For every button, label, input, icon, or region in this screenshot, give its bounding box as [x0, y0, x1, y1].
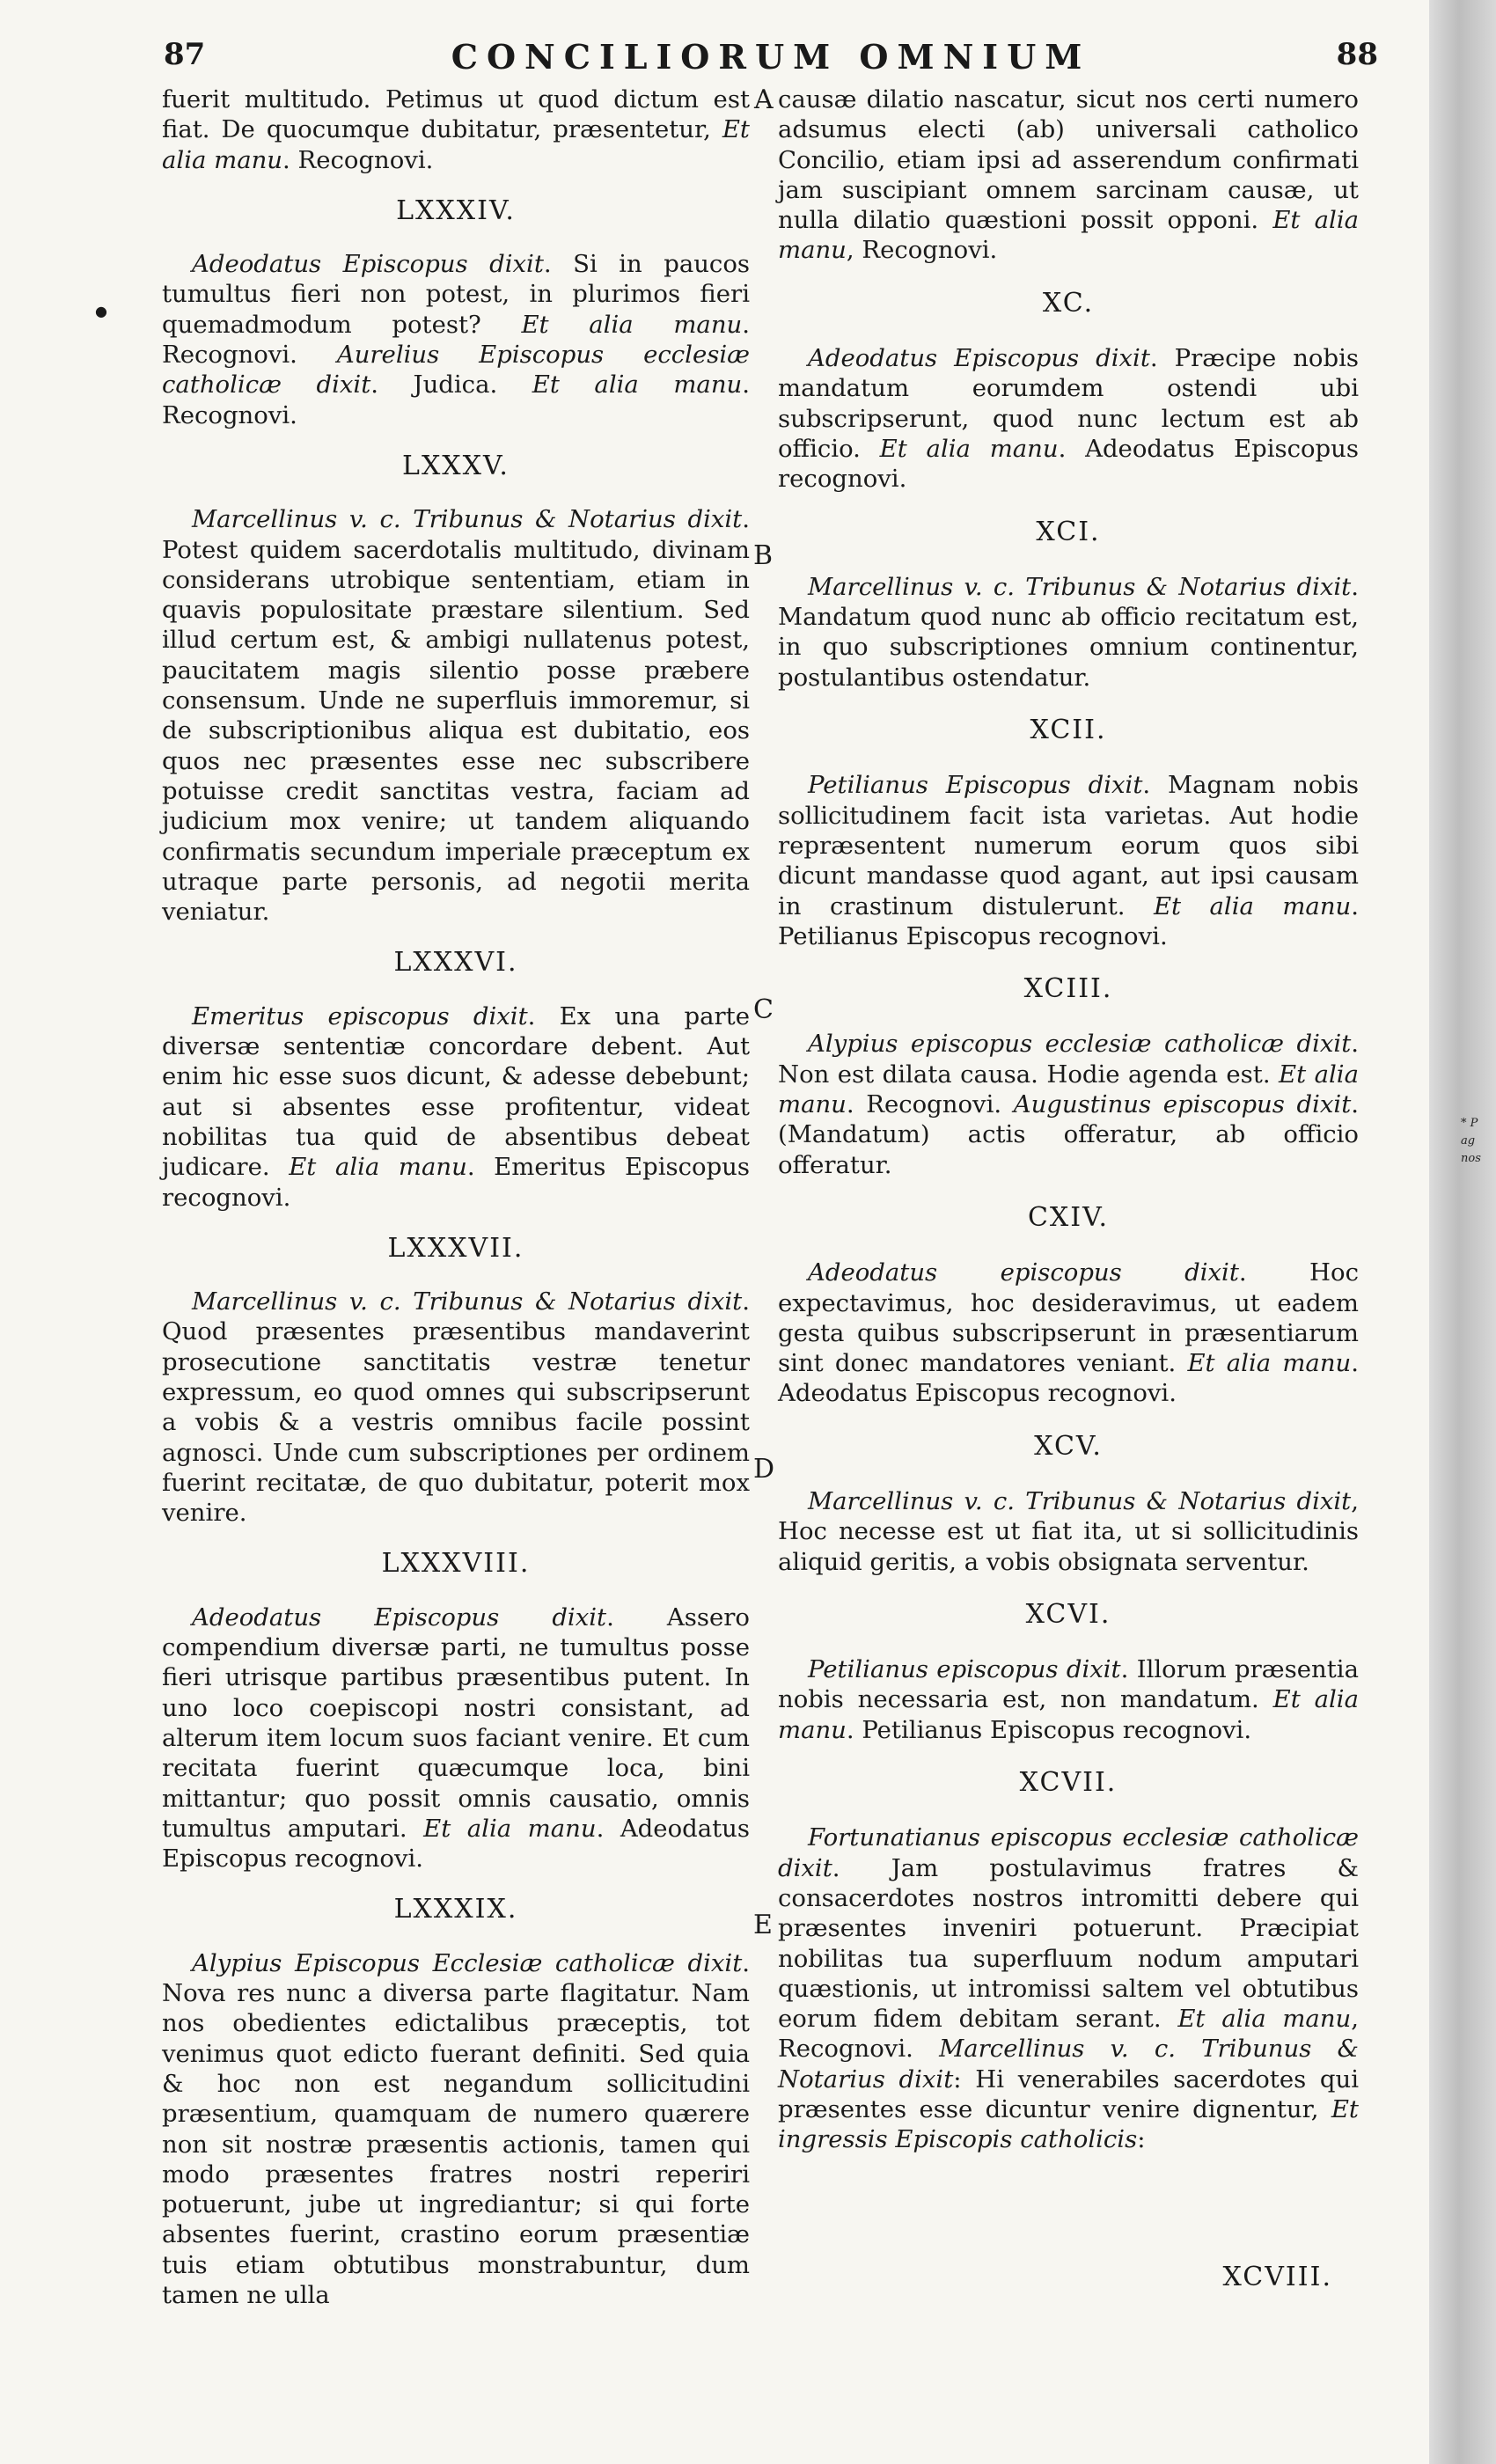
italic-phrase: Alypius episcopus ecclesiæ catholicæ dixit [808, 1030, 1352, 1059]
italic-phrase: Et alia manu [289, 1153, 467, 1182]
text-run: . Non est dilata causa. Hodie agenda est. [778, 1030, 1359, 1089]
italic-phrase: Marcellinus v. c. Tribunus & Notarius dixit [192, 505, 743, 534]
text-run: . Illorum præsentia nobis necessaria est, non mandatum. [778, 1655, 1359, 1714]
italic-phrase: Marcellinus v. c. Tribunus & Notarius dixit [192, 1287, 743, 1316]
text-run: . Hoc expectavimus, hoc desideravimus, ut eadem gesta quibus subscripserunt in præsentiarum sint donec mandatores veniant. [778, 1258, 1359, 1378]
italic-phrase: Marcellinus v. c. Tribunus & Notarius dixit [808, 572, 1352, 601]
text-run: , Recognovi. [846, 236, 998, 265]
italic-phrase: Emeritus episcopus dixit [192, 1001, 528, 1030]
text-run: . Emeritus Episcopus recognovi. [162, 1153, 750, 1212]
text-paragraph [778, 770, 1359, 951]
margin-letter-b: B [753, 540, 774, 571]
text-run: . Recognovi. [162, 370, 750, 429]
text-run: . Jam postulavimus fratres & consacerdotes nostros intromitti debere qui præsentes inveniri potuerunt. Præcipiat nobilitas tua superfluum nodum amputari quæstionis, ut intromissi saltem vel obtutibus eorum fidem debitam serant. [778, 1853, 1359, 2034]
italic-phrase: Marcellinus v. c. Tribunus & Notarius dixit [778, 2035, 1359, 2094]
text-run: . Judica. [370, 370, 532, 400]
section-heading: XCVI. [1025, 1598, 1111, 1630]
margin-letter-e: E [753, 1910, 773, 1940]
italic-phrase: Adeodatus Episcopus dixit [192, 1602, 607, 1632]
margin-letter-d: D [753, 1454, 775, 1485]
text-run: . Mandatum quod nunc ab officio recitatum est, in quo subscriptiones omnium continentur, postulantibus ostendatur. [778, 572, 1359, 692]
text-paragraph [778, 1822, 1359, 2154]
italic-phrase: Et alia manu [778, 1685, 1359, 1744]
section-heading: XCVII. [1019, 1767, 1118, 1799]
italic-phrase: Petilianus Episcopus dixit [808, 771, 1143, 800]
page-number-left: 87 [164, 37, 206, 72]
left-column [162, 84, 750, 2310]
page-edge [1429, 0, 1496, 2464]
right-column [778, 84, 1359, 2155]
text-paragraph [162, 249, 750, 430]
text-paragraph [162, 504, 750, 927]
italic-phrase: Et alia manu [423, 1814, 597, 1843]
italic-phrase: Et ingressis Episcopis catholicis [778, 2095, 1359, 2154]
italic-phrase: Et alia manu [1187, 1349, 1352, 1378]
italic-phrase: Adeodatus Episcopus dixit [808, 344, 1150, 373]
text-paragraph [162, 1948, 750, 2311]
page-number-right: 88 [1336, 37, 1378, 72]
section-heading: LXXXVI. [393, 947, 518, 979]
italic-phrase: Et alia manu [1177, 2005, 1352, 2034]
text-paragraph [162, 1287, 750, 1528]
italic-phrase: Petilianus episcopus dixit [808, 1655, 1121, 1684]
text-run: . Ex una parte diversæ sententiæ concordare debent. Aut enim hic esse suos dicunt, & adesse debebunt; aut si absentes esse profitentur, videat nobilitas tua quid de absentibus debeat judicare. [162, 1001, 750, 1182]
text-paragraph [778, 84, 1359, 266]
italic-phrase: Et alia manu [879, 434, 1059, 463]
text-run: . Recognovi. [282, 145, 434, 174]
italic-phrase: Marcellinus v. c. Tribunus & Notarius dixit [808, 1486, 1352, 1515]
text-run: . Assero compendium diversæ parti, ne tumultus posse fieri utrisque partibus præsentibus putent. In uno loco coepiscopi nostri consistant, ad alterum item locum suos faciant venire. Et cum recitata fuerint quæcumque loca, bini mittantur; quo possit omnis causatio, omnis tumultus amputari. [162, 1602, 750, 1843]
text-run: . Recognovi. [846, 1090, 1014, 1119]
text-paragraph [162, 84, 750, 175]
text-paragraph [778, 1029, 1359, 1179]
section-heading: XCI. [1036, 516, 1101, 547]
margin-letter-a: A [754, 84, 774, 115]
margin-mark: ● [95, 303, 107, 319]
italic-phrase: Et alia manu [778, 1060, 1359, 1119]
text-run: , Recognovi. [778, 2005, 1359, 2064]
italic-phrase: Et alia manu [778, 206, 1360, 265]
text-run: . Potest quidem sacerdotalis multitudo, divinam considerans utrobique sententiam, etiam in quavis populositate præstare silentium. Sed illud certum est, & ambigi nullatenus potest, paucitatem magis silentio posse præbere consensum. Unde ne superfluis immoremur, si de subscriptionibus aliqua est dubitatio, eos quos nec præsentes esse nec subscribere potuisse credit sanctitas vestra, faciam ad judicium mox venire; ut tandem aliquando confirmatis secundum imperiale præceptum ex utraque parte personis, ad negotii merita veniatur. [162, 505, 750, 927]
text-run: . Quod præsentes præsentibus mandaverint prosecutione sanctitatis vestræ tenetur expressum, eo quod omnes qui subscripserunt a vobis & a vestris omnibus facile possint agnosci. Unde cum subscriptiones per ordinem fuerint recitatæ, de quo dubitatur, poterit mox venire. [162, 1287, 750, 1528]
italic-phrase: Fortunatianus episcopus ecclesiæ catholicæ dixit [778, 1823, 1359, 1882]
section-heading: XCII. [1030, 715, 1107, 746]
section-heading: LXXXVIII. [381, 1548, 531, 1580]
text-run: fuerit multitudo. Petimus ut quod dictum est fiat. De quocumque dubitatur, præsentetur, [162, 85, 750, 144]
text-run: : [1137, 2125, 1146, 2154]
section-heading: LXXXV. [402, 450, 510, 481]
italic-phrase: Et alia manu [532, 370, 743, 400]
section-heading: XCV. [1034, 1430, 1103, 1462]
text-run: . Præcipe nobis mandatum eorumdem ostendi ubi subscripserunt, quod nunc lectum est ab officio. [778, 344, 1359, 463]
italic-phrase: Augustinus episcopus dixit [1013, 1090, 1352, 1119]
edge-text-fragment-1: * P [1461, 1117, 1478, 1130]
text-run: . (Mandatum) actis offeratur, ab officio offeratur. [778, 1090, 1359, 1179]
text-run: . Si in paucos tumultus fieri non potest, in plurimos fieri quemadmodum potest? [162, 250, 750, 339]
section-heading: CXIV. [1027, 1201, 1110, 1233]
italic-phrase: Alypius Episcopus Ecclesiæ catholicæ dixit [192, 1948, 743, 1977]
text-paragraph [162, 1001, 750, 1213]
text-run: . Adeodatus Episcopus recognovi. [778, 1349, 1359, 1408]
catchword: XCVIII. [1222, 2262, 1332, 2292]
text-paragraph [778, 1258, 1359, 1408]
text-run: . Petilianus Episcopus recognovi. [778, 891, 1359, 950]
italic-phrase: Adeodatus Episcopus dixit [192, 250, 544, 279]
text-paragraph [778, 343, 1359, 494]
section-heading: LXXXVII. [387, 1232, 524, 1264]
edge-text-fragment-3: nos [1461, 1152, 1481, 1165]
italic-phrase: Aurelius Episcopus ecclesiæ catholicæ dixit [162, 341, 750, 400]
section-heading: XC. [1042, 287, 1095, 319]
text-run: . Recognovi. [162, 310, 750, 370]
edge-text-fragment-2: ag [1461, 1134, 1476, 1148]
italic-phrase: Et alia manu [1153, 891, 1352, 920]
text-run: , Hoc necesse est ut fiat ita, ut si sollicitudinis aliquid geritis, a vobis obsignata serventur. [778, 1486, 1359, 1576]
running-header [164, 37, 1378, 83]
section-heading: LXXXIV. [396, 194, 516, 226]
italic-phrase: Et alia manu [521, 310, 743, 339]
text-paragraph [778, 1654, 1359, 1745]
text-run: . Nova res nunc a diversa parte flagitatur. Nam nos obedientes edictalibus præceptis, tot venimus quot edicto fuerant definiti. Sed quia & hoc non est negandum sollicitudini præsentium, quamquam de numero quærere non sit nostræ præsentis actionis, tamen qui modo præsentes fratres nostri reperiri potuerunt, jube ut ingrediantur; si qui forte absentes fuerint, crastino eorum præsentiæ tuis etiam obtutibus monstrabuntur, dum tamen ne ulla [162, 1948, 750, 2309]
running-title: CONCILIORUM OMNIUM [451, 37, 1091, 77]
text-run: . Petilianus Episcopus recognovi. [846, 1715, 1252, 1744]
text-run: causæ dilatio nascatur, sicut nos certi numero adsumus electi (ab) universali catholico Concilio, etiam ipsi ad asserendum confirmati jam suscipiant omnem sarcinam causæ, ut nulla dilatio quæstioni possit opponi. [778, 85, 1359, 235]
text-run: . Magnam nobis sollicitudinem facit ista varietas. Aut hodie repræsentent numerum eorum quos sibi dicunt mandasse quod agant, aut ipsi causam in crastinum distulerunt. [778, 771, 1359, 920]
text-run: : Hi venerabiles sacerdotes qui præsentes esse dicuntur venire dignentur, [778, 2064, 1360, 2124]
italic-phrase: Adeodatus episcopus dixit [808, 1258, 1239, 1287]
italic-phrase: Et alia manu [162, 115, 750, 174]
text-paragraph [162, 1602, 750, 1874]
margin-letter-c: C [753, 994, 774, 1025]
text-paragraph [778, 572, 1359, 693]
section-heading: XCIII. [1023, 973, 1113, 1005]
text-run: . Adeodatus Episcopus recognovi. [162, 1814, 750, 1874]
text-paragraph [778, 1486, 1359, 1577]
section-heading: LXXXIX. [393, 1894, 518, 1925]
text-run: . Adeodatus Episcopus recognovi. [778, 434, 1359, 494]
